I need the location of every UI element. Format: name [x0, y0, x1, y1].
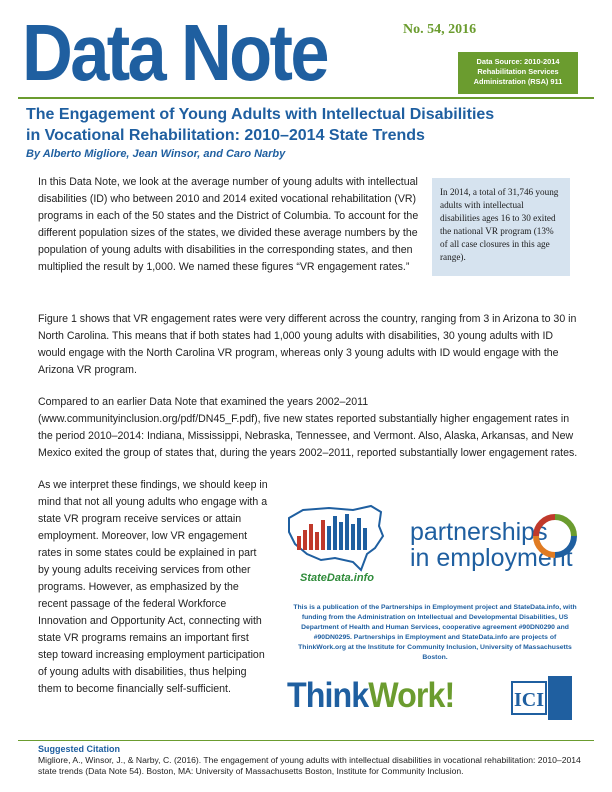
article-authors: By Alberto Migliore, Jean Winsor, and Caro Narby [26, 148, 286, 160]
citation-heading: Suggested Citation [38, 744, 121, 754]
svg-text:ICI: ICI [513, 689, 545, 711]
thinkwork-logo [287, 676, 454, 716]
paragraph-interpretation: As we interpret these findings, we should keep in mind that not all young adults who engage with a state VR program receive services or attain employment. Moreover, low VR engagement rates in some states could be explained in part by young adults receiving services from other programs. However, as emphasized by the recent passage of the federal Workforce Innovation and Opportunity Act, connecting with state VR programs remains an important first step toward increasing employment participation of young adults with disabilities, thus helping them to become financially self-sufficient. [38, 479, 268, 695]
paragraph-comparison: Compared to an earlier Data Note that examined the years 2002–2011 (www.communityinclusion.org/pdf/DN45_F.pdf), five new states reported substantially higher engagement rates in the period 2010–2014: Indiana, Mississippi, Nebraska, Tennessee, and Vermont. Also, Alaska, Arkansas, and New Mexico exited the group of states that, during the years 2002–2011, reported substantially lower engagement rates. [38, 396, 578, 459]
partnerships-word: partnerships [410, 518, 548, 546]
paragraph-figure1: Figure 1 shows that VR engagement rates were very different across the country, ranging from 3 in Arizona to 30 in North Carolina. This means that if both states had 1,000 young adults with disabilities, 30 young adults with ID would engage with the North Carolina VR program, whereas only 3 young adults with ID would engage with the Arizona VR program. [38, 313, 577, 376]
statedata-wordmark: StateData.info [300, 572, 374, 584]
masthead [18, 8, 488, 98]
citation-text: Migliore, A., Winsor, J., & Narby, C. (2016). The engagement of young adults with intellectual disabilities in vocational rehabilitation: 2010–2014 state trends (Data Note 54). Boston, MA: University of Massachusetts Boston, Institute for Community Inclusion. [38, 755, 581, 776]
callout-box: In 2014, a total of 31,746 young adults with intellectual disabilities ages 16 to 30 exited the national VR program (13% of all case closures in this age range). [432, 178, 570, 276]
data-note-logo: Data Note [22, 8, 327, 97]
paragraph-intro: In this Data Note, we look at the average number of young adults with intellectual disabilities (ID) who between 2010 and 2014 exited vocational rehabilitation (VR) programs in each of the 50 states and the District of Columbia. To account for the different population sizes of the states, we divided these average numbers by the population of young adults with disabilities in the corresponding states, and then multiplied the result by 1,000. We named these figures “VR engagement rates.” [38, 176, 419, 273]
publication-note: This is a publication of the Partnerships in Employment project and StateData.info, with funding from the Administration on Intellectual and Developmental Disabilities, US Department of Health and Human Services, cooperative agreement #90DN0290 and #90DN0295. Partnerships in Employment and StateData.info are projects of ThinkWork.org at the Institute for Community Inclusion, University of Massachusetts Boston. [293, 604, 577, 661]
umass-boston-logo [548, 676, 572, 720]
article-title: The Engagement of Young Adults with Intellectual Disabilities in Vocational Rehabilitation: 2010–2014 State Trends [26, 106, 495, 144]
think-word: Think [287, 676, 369, 715]
work-word: Work! [368, 676, 455, 715]
in-employment-word: in employment [410, 544, 573, 572]
partnerships-ring-icon [532, 513, 578, 559]
masthead-divider [18, 97, 594, 99]
data-source-box: Data Source: 2010-2014 Rehabilitation Services Administration (RSA) 911 [458, 52, 578, 94]
issue-number: No. 54, 2016 [403, 22, 477, 37]
citation-divider [18, 740, 594, 741]
